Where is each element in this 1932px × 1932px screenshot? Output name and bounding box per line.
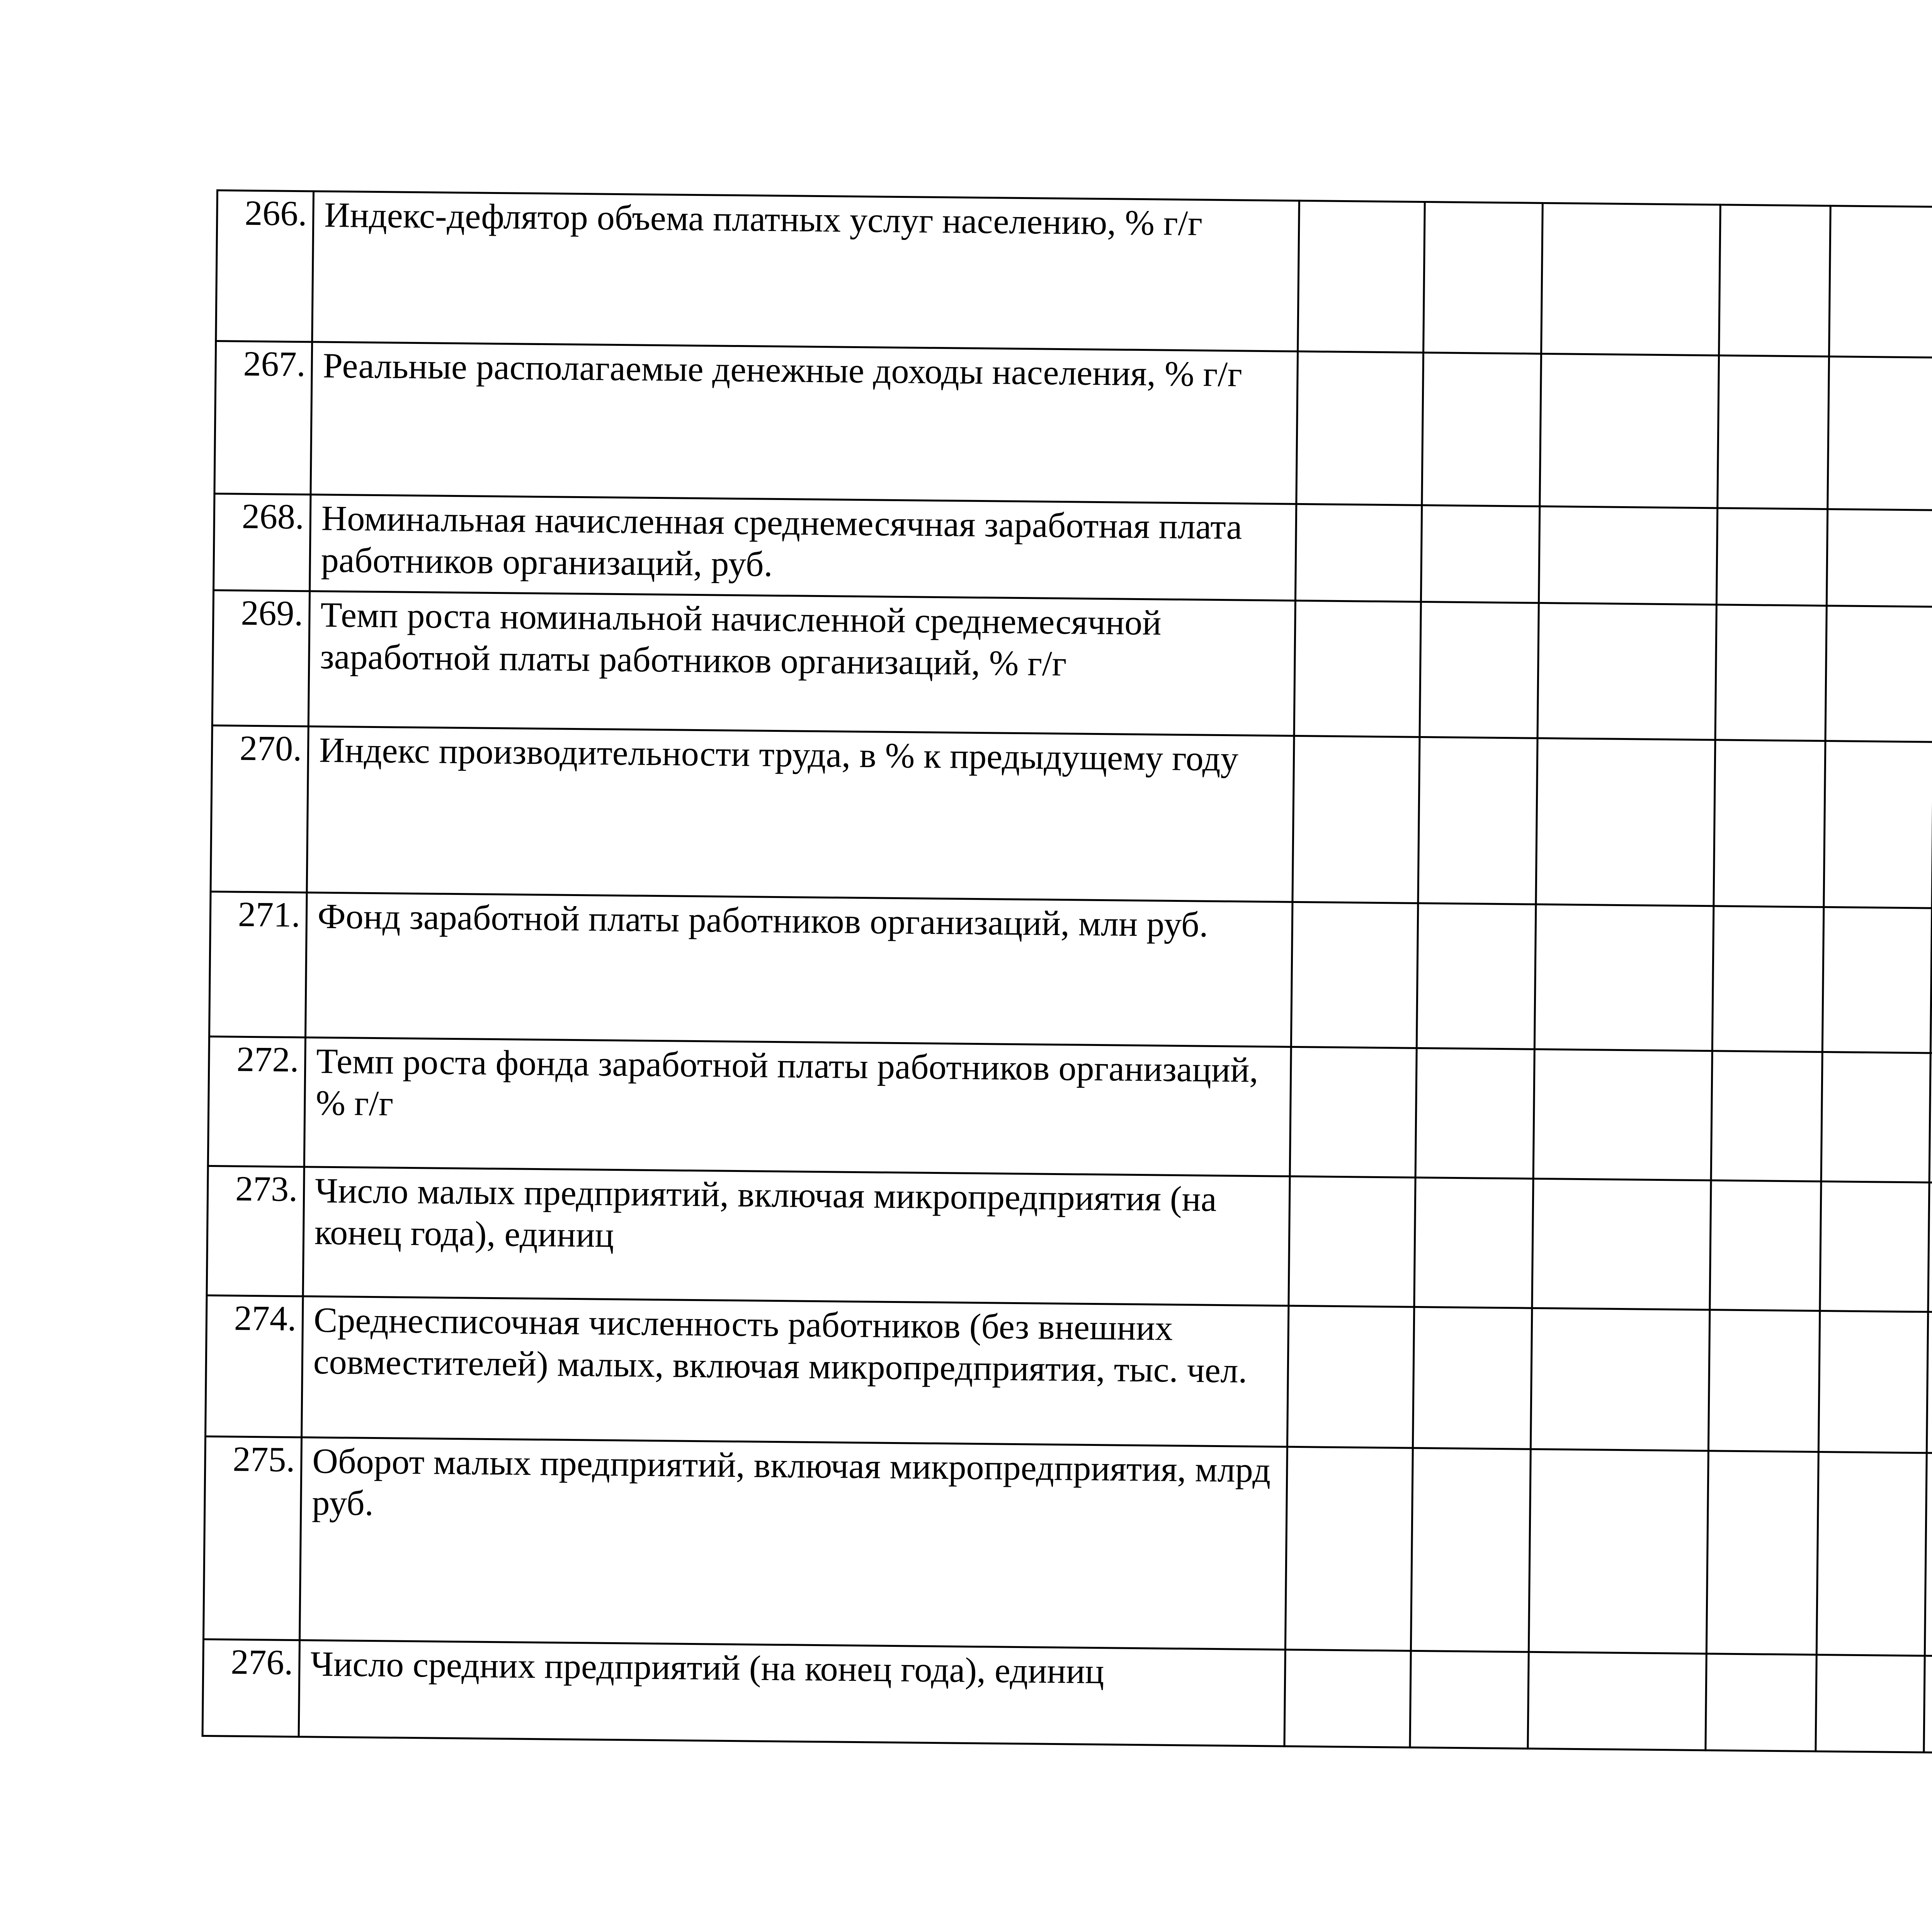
value-cell (1711, 1051, 1822, 1182)
value-cell (1824, 741, 1932, 908)
value-cell (1827, 509, 1932, 607)
row-number: 267. (214, 341, 312, 495)
indicators-table (202, 189, 1932, 1762)
value-cell (1822, 907, 1932, 1053)
value-cell (1706, 1451, 1818, 1655)
value-cell (1411, 1448, 1531, 1652)
table-row (209, 891, 1932, 1061)
row-number: 276. (202, 1639, 299, 1736)
value-cell (1295, 504, 1422, 602)
value-cell (1298, 201, 1425, 352)
indicator-name: Индекс-дефлятор объема платных услуг населению, % г/г (312, 191, 1299, 351)
indicator-name: Темп роста номинальной начисленной среднемесячной заработной платы работников организаций, % г/г (308, 591, 1295, 736)
value-cell (1539, 506, 1717, 604)
indicator-name: Число малых предприятий, включая микропредприятия (на конец года), единиц (303, 1167, 1290, 1306)
value-cell (1285, 1447, 1413, 1651)
value-cell (1296, 351, 1423, 505)
value-cell (1528, 1652, 1706, 1750)
row-number: 271. (209, 891, 307, 1037)
value-cell (1927, 1312, 1932, 1454)
value-cell (1291, 902, 1418, 1048)
table-row (203, 1436, 1932, 1664)
row-number: 274. (206, 1295, 303, 1437)
value-cell (1718, 355, 1829, 509)
value-cell (1415, 1048, 1534, 1179)
value-cell (1541, 203, 1721, 355)
value-cell (1414, 1177, 1533, 1308)
value-cell (1719, 205, 1831, 357)
value-cell (1287, 1306, 1414, 1448)
indicator-name: Среднесписочная численность работников (без внешних совместителей) малых, включая микропредприятия, тыс. чел. (302, 1296, 1289, 1447)
value-cell (1420, 602, 1539, 738)
value-cell (1284, 1650, 1411, 1747)
value-cell (1816, 1452, 1927, 1656)
table-row (212, 590, 1932, 750)
value-cell (1816, 1655, 1925, 1752)
indicator-name: Индекс производительности труда, в % к предыдущему году (307, 726, 1294, 902)
document-page (202, 189, 1932, 1762)
value-cell (1706, 1654, 1816, 1752)
value-cell (1828, 357, 1932, 510)
value-cell (1529, 1449, 1708, 1653)
row-number: 270. (211, 725, 308, 892)
value-cell (1714, 740, 1825, 907)
table-row (207, 1166, 1932, 1320)
value-cell (1821, 1052, 1930, 1182)
value-cell (1715, 605, 1827, 741)
value-cell (1423, 202, 1543, 354)
value-cell (1290, 1047, 1417, 1177)
indicator-name: Темп роста фонда заработной платы работников организаций, % г/г (304, 1037, 1291, 1176)
value-cell (1531, 1308, 1709, 1451)
indicator-name: Реальные располагаемые денежные доходы населения, % г/г (311, 342, 1298, 504)
row-number: 268. (214, 493, 311, 591)
value-cell (1716, 508, 1827, 606)
row-number: 269. (212, 590, 310, 726)
value-cell (1820, 1181, 1929, 1312)
value-cell (1818, 1311, 1928, 1453)
value-cell (1540, 354, 1719, 508)
value-cell (1710, 1180, 1821, 1311)
value-cell (1418, 737, 1537, 904)
value-cell (1534, 904, 1714, 1051)
value-cell (1421, 505, 1539, 603)
value-cell (1537, 603, 1716, 740)
value-cell (1410, 1651, 1529, 1748)
value-cell (1536, 738, 1715, 906)
table-row (211, 725, 1932, 916)
indicator-name: Номинальная начисленная среднемесячная заработная плата работников организаций, руб. (310, 495, 1296, 600)
value-cell (1413, 1307, 1532, 1449)
value-cell (1924, 1656, 1932, 1754)
table-row (216, 190, 1932, 366)
value-cell (1533, 1049, 1712, 1180)
table-row (214, 341, 1932, 519)
indicator-name: Оборот малых предприятий, включая микропредприятия, млрд руб. (299, 1437, 1287, 1650)
value-cell (1712, 906, 1824, 1052)
value-cell (1293, 736, 1420, 903)
indicator-name: Фонд заработной платы работников организаций, млн руб. (305, 893, 1292, 1047)
row-number: 266. (216, 190, 314, 342)
value-cell (1294, 600, 1421, 737)
value-cell (1417, 903, 1536, 1049)
table-row (202, 1639, 1932, 1760)
value-cell (1708, 1310, 1820, 1452)
indicator-name: Число средних предприятий (на конец года), единиц (299, 1640, 1285, 1746)
value-cell (1422, 353, 1541, 507)
row-number: 273. (207, 1166, 304, 1296)
value-cell (1825, 606, 1932, 742)
table-row (208, 1036, 1932, 1190)
row-number: 272. (208, 1036, 305, 1167)
table-row (206, 1295, 1932, 1461)
row-number: 275. (203, 1436, 301, 1640)
value-cell (1829, 206, 1932, 358)
value-cell (1532, 1179, 1711, 1310)
value-cell (1289, 1176, 1415, 1307)
